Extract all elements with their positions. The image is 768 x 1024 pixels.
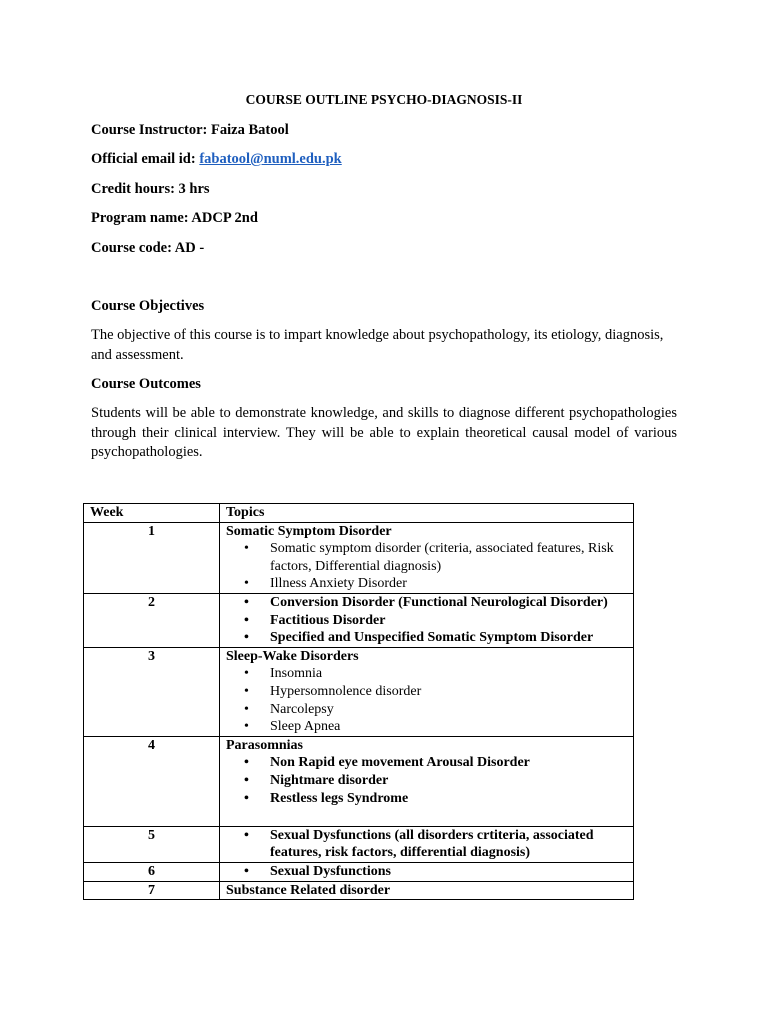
list-item: • Sleep Apnea — [270, 718, 627, 736]
list-item: • Hypersomnolence disorder — [270, 683, 627, 701]
week-column-header: Week — [84, 504, 220, 523]
week-number: 7 — [84, 881, 220, 900]
topic-list — [226, 665, 627, 735]
credit-hours: Credit hours: 3 hrs — [91, 181, 210, 197]
topic-cell — [220, 522, 634, 593]
list-item: • Specified and Unspecified Somatic Symptom Disorder — [270, 629, 627, 647]
list-item: • Factitious Disorder — [270, 612, 627, 630]
outcomes-heading: Course Outcomes — [91, 376, 201, 392]
list-item: • Restless legs Syndrome — [270, 790, 627, 808]
week-number: 3 — [84, 647, 220, 736]
table-row — [84, 881, 634, 900]
list-item: • Nightmare disorder — [270, 772, 627, 790]
objectives-text: The objective of this course is to impart knowledge about psychopathology, its etiology, diagnosis, and assessment. — [91, 327, 664, 363]
table-row — [84, 736, 634, 826]
course-instructor: Course Instructor: Faiza Batool — [91, 122, 289, 138]
topic-list — [226, 754, 627, 807]
list-item: • Non Rapid eye movement Arousal Disorder — [270, 754, 627, 772]
objectives-heading: Course Objectives — [91, 298, 205, 314]
email-label: Official email id: — [91, 151, 200, 167]
list-item: • Insomnia — [270, 665, 627, 683]
topic-list — [226, 594, 627, 647]
topic-heading: Sleep-Wake Disorders — [226, 648, 359, 664]
list-item: • Narcolepsy — [270, 701, 627, 719]
topic-cell — [220, 826, 634, 862]
course-code: Course code: AD - — [91, 240, 205, 256]
program-name: Program name: ADCP 2nd — [91, 210, 258, 226]
week-number: 5 — [84, 826, 220, 862]
table-row — [84, 862, 634, 881]
table-row — [84, 826, 634, 862]
topic-heading: Parasomnias — [226, 737, 303, 753]
list-item: • Sexual Dysfunctions (all disorders crtiteria, associated features, risk factors, differential diagnosis) — [270, 827, 627, 862]
topics-column-header: Topics — [220, 504, 634, 523]
topic-list — [226, 827, 627, 862]
topic-cell — [220, 647, 634, 736]
page-title: COURSE OUTLINE PSYCHO-DIAGNOSIS-II — [245, 92, 523, 107]
official-email — [91, 151, 342, 168]
list-item: • Sexual Dysfunctions — [270, 863, 627, 881]
table-row — [84, 522, 634, 593]
topic-heading: Somatic Symptom Disorder — [226, 523, 392, 539]
week-number: 6 — [84, 862, 220, 881]
topic-list — [226, 863, 627, 881]
table-row — [84, 647, 634, 736]
topic-cell — [220, 736, 634, 826]
topic-cell — [220, 862, 634, 881]
table-header-row — [84, 504, 634, 523]
week-number: 2 — [84, 593, 220, 647]
course-schedule-table — [83, 503, 634, 900]
list-item: • Illness Anxiety Disorder — [270, 575, 627, 593]
topic-list — [226, 540, 627, 593]
topic-cell — [220, 881, 634, 900]
week-number: 1 — [84, 522, 220, 593]
outcomes-text: Students will be able to demonstrate knowledge, and skills to diagnose different psychopathologies through their clinical interview. They will be able to explain theoretical causal model of various psychopathologies. — [91, 405, 677, 460]
topic-heading: Substance Related disorder — [226, 882, 391, 898]
list-item: • Somatic symptom disorder (criteria, associated features, Risk factors, Differential diagnosis) — [270, 540, 627, 575]
list-item: • Conversion Disorder (Functional Neurological Disorder) — [270, 594, 627, 612]
week-number: 4 — [84, 736, 220, 826]
topic-cell — [220, 593, 634, 647]
email-link[interactable]: fabatool@numl.edu.pk — [199, 151, 342, 167]
table-row — [84, 593, 634, 647]
